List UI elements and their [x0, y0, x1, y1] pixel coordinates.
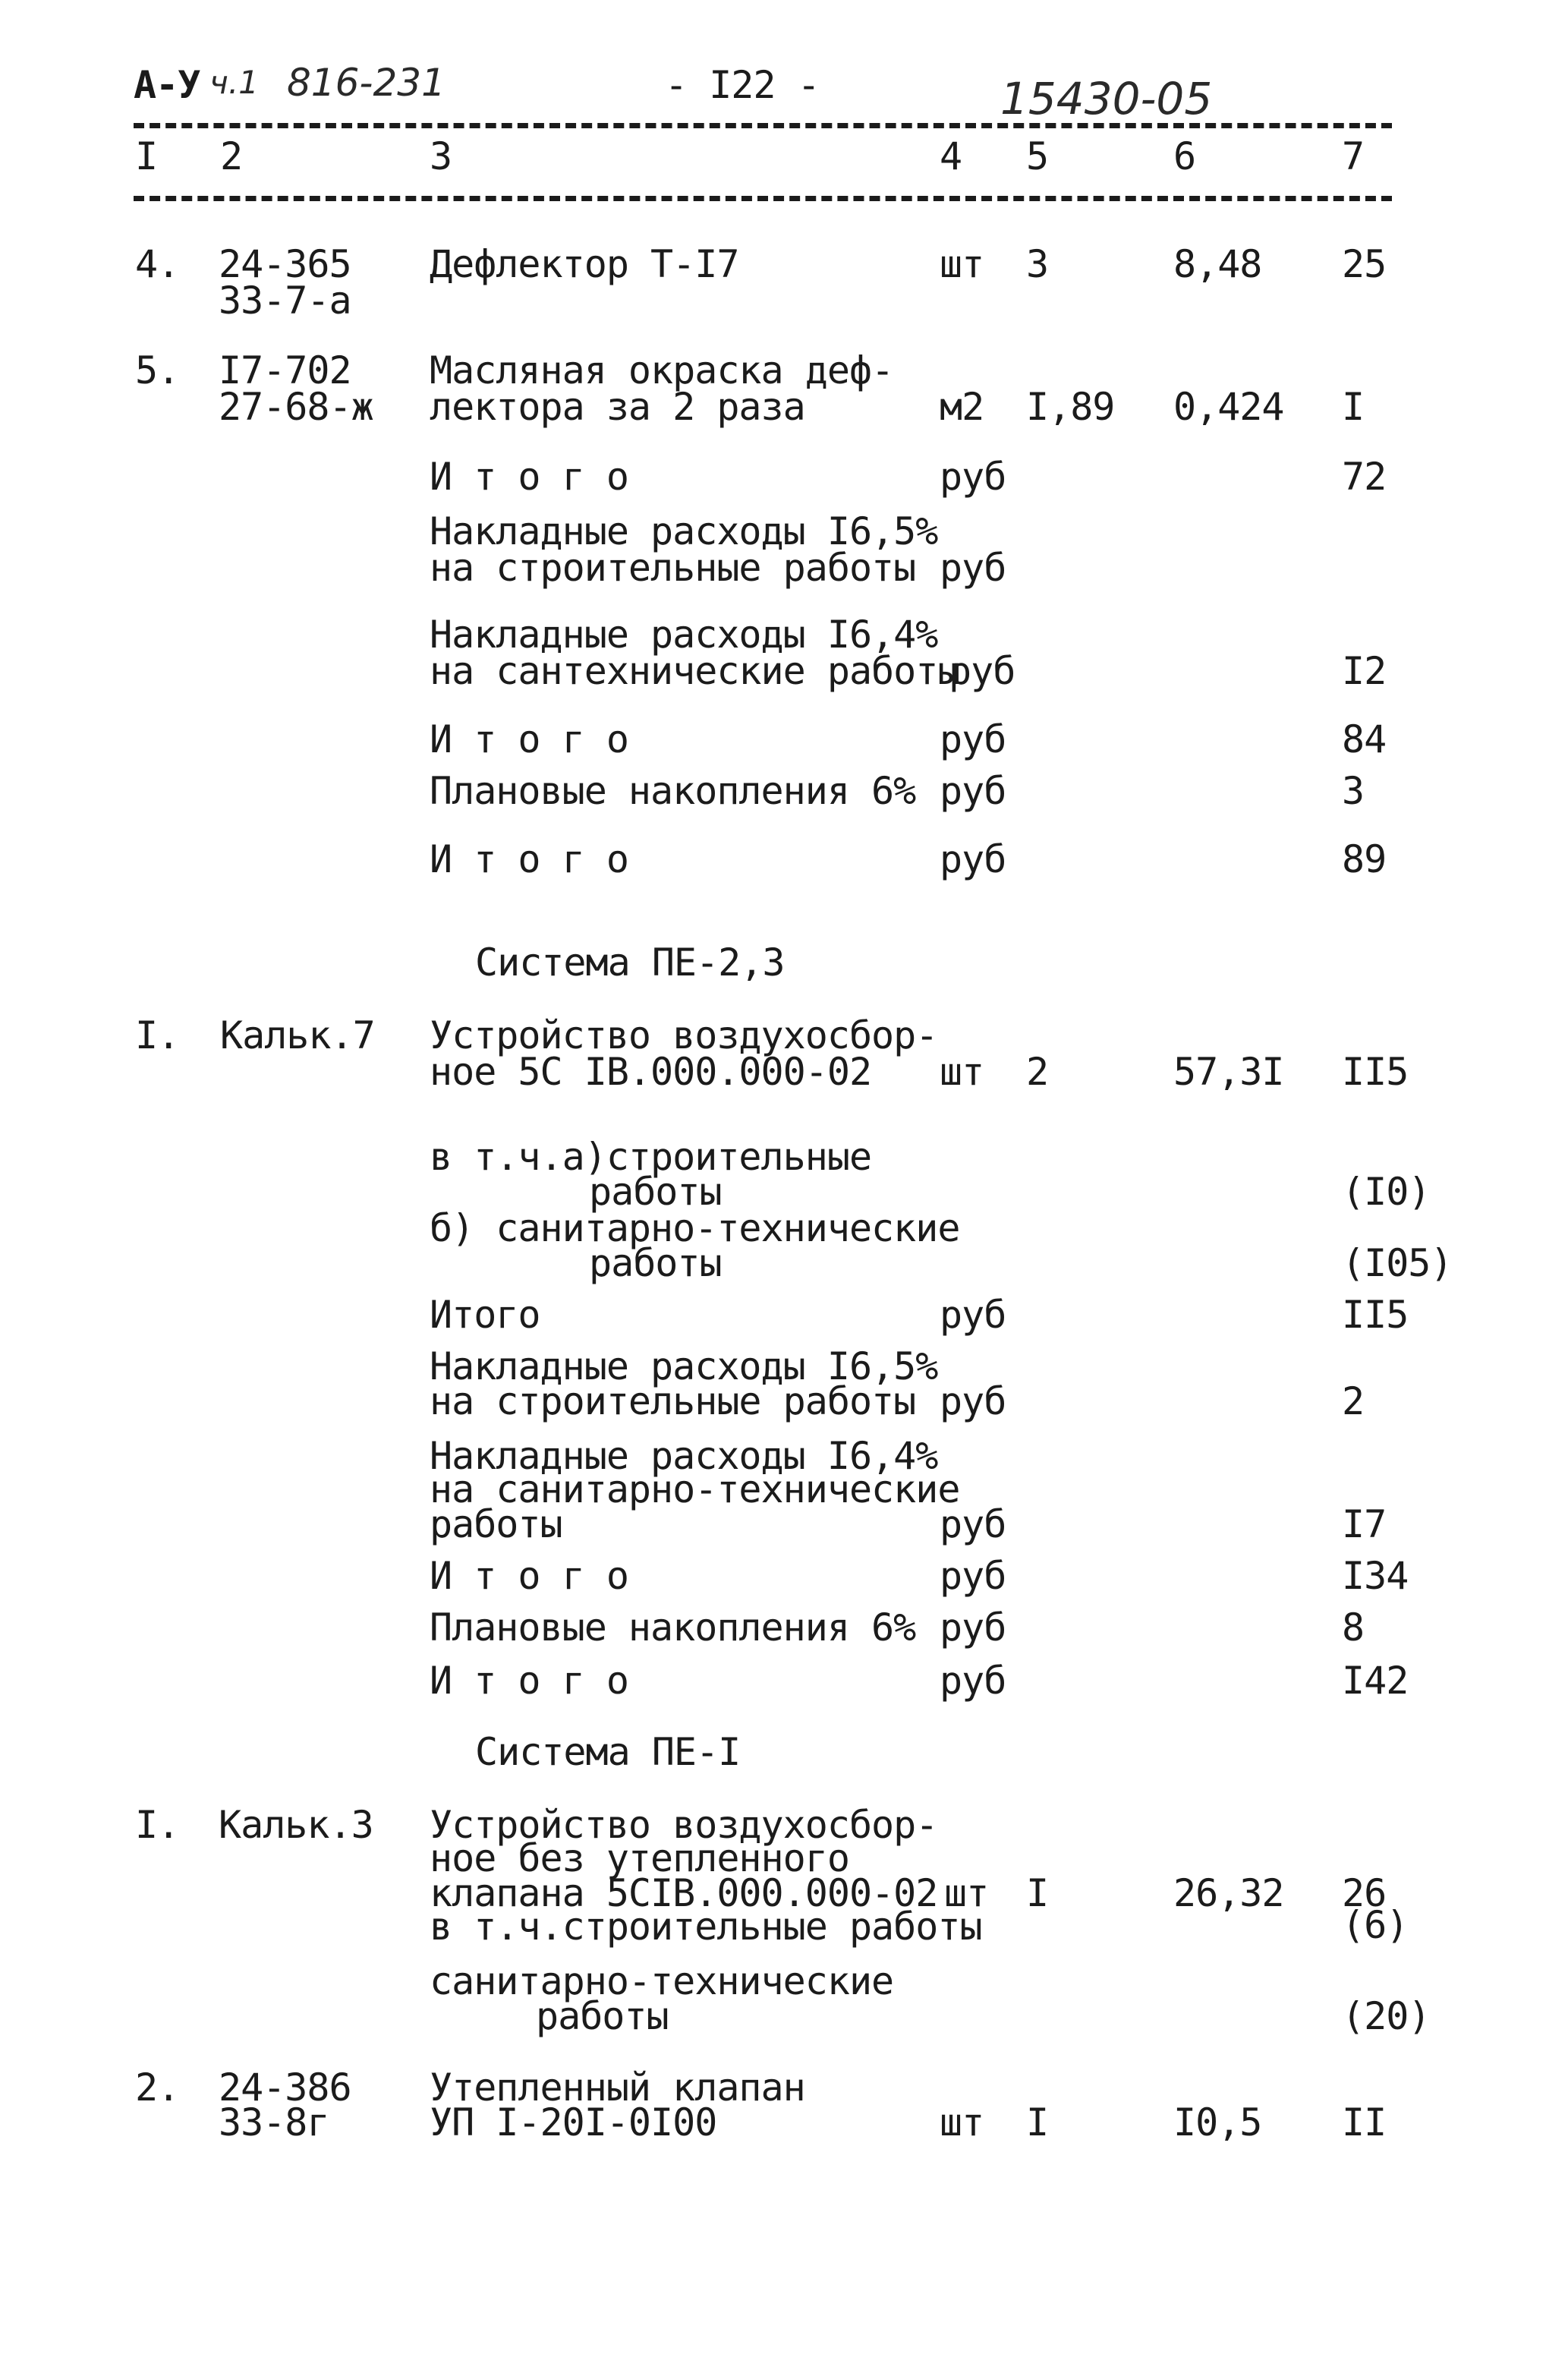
row-unit: руб: [940, 717, 1006, 761]
row-unit: шт: [944, 1871, 989, 1915]
row-name: Накладные расходы I6,4%: [430, 1434, 938, 1478]
header-rule-top: [134, 123, 1392, 128]
row-code: 27-68-ж: [219, 385, 373, 429]
row-name: в т.ч.а)строительные: [430, 1135, 872, 1179]
row-name: Утепленный клапан: [430, 2066, 805, 2110]
row-total: 84: [1342, 717, 1387, 761]
row-qty: I: [1026, 2100, 1049, 2144]
row-total: II5: [1342, 1050, 1409, 1094]
row-name: Дефлектор Т-I7: [430, 242, 739, 286]
row-name: б) санитарно-технические: [430, 1206, 960, 1250]
row-total: (I05): [1342, 1241, 1453, 1285]
column-number: I: [135, 134, 158, 178]
row-name: Устройство воздухосбор-: [430, 1803, 938, 1847]
row-name: работы: [430, 1502, 562, 1546]
row-code: 24-386: [219, 2066, 351, 2110]
row-code: 33-7-а: [219, 279, 351, 323]
row-name: работы: [536, 1994, 669, 2038]
column-number: 2: [220, 134, 243, 178]
row-qty: I: [1026, 1871, 1049, 1915]
row-code: Кальк.3: [219, 1803, 373, 1847]
row-price: I0,5: [1173, 2100, 1262, 2144]
row-total: I34: [1342, 1554, 1409, 1598]
row-name: клапана 5СIВ.000.000-02: [430, 1871, 938, 1915]
row-unit: шт: [940, 1050, 984, 1094]
row-unit: руб: [940, 455, 1006, 499]
column-number: 4: [940, 134, 962, 178]
row-unit: руб: [940, 546, 1006, 590]
row-unit: м2: [940, 385, 984, 429]
row-name: И т о г о: [430, 1659, 628, 1703]
row-unit: руб: [940, 1554, 1006, 1598]
row-number: 5.: [135, 348, 180, 392]
row-name: Итого: [430, 1293, 540, 1337]
doc-code-number: 816-231: [287, 61, 446, 105]
row-name: Накладные расходы I6,5%: [430, 509, 938, 553]
row-name: Накладные расходы I6,4%: [430, 613, 938, 657]
column-number: 3: [430, 134, 452, 178]
row-total: II: [1342, 2100, 1387, 2144]
page-number: - I22 -: [665, 63, 820, 107]
row-name: на строительные работы: [430, 1379, 916, 1423]
row-unit: руб: [949, 649, 1015, 693]
row-unit: шт: [940, 242, 984, 286]
row-name: на строительные работы: [430, 546, 916, 590]
row-total: 3: [1342, 769, 1365, 813]
row-name: Устройство воздухосбор-: [430, 1013, 938, 1057]
row-total: II5: [1342, 1293, 1409, 1337]
row-name: работы: [589, 1170, 722, 1214]
row-qty: 2: [1026, 1050, 1049, 1094]
row-code: Кальк.7: [220, 1013, 375, 1057]
row-name: лектора за 2 раза: [430, 385, 805, 429]
row-total: 2: [1342, 1379, 1365, 1423]
column-number: 5: [1026, 134, 1049, 178]
row-total: I42: [1342, 1659, 1409, 1703]
row-name: ное без утепленного: [430, 1836, 849, 1880]
row-price: 57,3I: [1173, 1050, 1284, 1094]
row-total: (I0): [1342, 1170, 1431, 1214]
row-qty: I,89: [1026, 385, 1115, 429]
row-number: 4.: [135, 242, 180, 286]
row-number: I.: [135, 1803, 180, 1847]
row-total: I7: [1342, 1502, 1387, 1546]
section-title: Система ПЕ-2,3: [475, 941, 785, 985]
row-code: 24-365: [219, 242, 351, 286]
row-price: 8,48: [1173, 242, 1262, 286]
row-name: Плановые накопления 6%: [430, 1606, 916, 1650]
row-total: (20): [1342, 1994, 1431, 2038]
row-name: И т о г о: [430, 837, 628, 881]
row-name: И т о г о: [430, 717, 628, 761]
row-name: Плановые накопления 6%: [430, 769, 916, 813]
row-unit: шт: [940, 2100, 984, 2144]
row-total: 8: [1342, 1606, 1365, 1650]
row-total: 89: [1342, 837, 1387, 881]
row-name: на сантехнические работы: [430, 649, 960, 693]
row-total: I2: [1342, 649, 1387, 693]
row-qty: 3: [1026, 242, 1049, 286]
row-name: на санитарно-технические: [430, 1467, 960, 1511]
row-price: 26,32: [1173, 1871, 1284, 1915]
handwritten-number: 15430-05: [1000, 73, 1213, 124]
row-name: ное 5С IВ.000.000-02: [430, 1050, 872, 1094]
row-unit: руб: [940, 1606, 1006, 1650]
doc-code-prefix: А-У: [134, 63, 200, 107]
row-code: I7-702: [219, 348, 351, 392]
row-code: 33-8г: [219, 2100, 329, 2144]
row-number: I.: [135, 1013, 180, 1057]
row-unit: руб: [940, 1659, 1006, 1703]
row-total: 72: [1342, 455, 1387, 499]
row-price: 0,424: [1173, 385, 1284, 429]
row-name: Масляная окраска деф-: [430, 348, 894, 392]
row-name: И т о г о: [430, 1554, 628, 1598]
row-name: в т.ч.строительные работы: [430, 1905, 982, 1949]
row-unit: руб: [940, 1502, 1006, 1546]
header-rule-bottom: [134, 196, 1392, 201]
row-name: Накладные расходы I6,5%: [430, 1344, 938, 1388]
column-number: 7: [1342, 134, 1365, 178]
row-name: санитарно-технические: [430, 1959, 894, 2003]
row-unit: руб: [940, 769, 1006, 813]
row-name: УП I-20I-0I00: [430, 2100, 717, 2144]
row-total: 25: [1342, 242, 1387, 286]
row-total: I: [1342, 385, 1365, 429]
row-unit: руб: [940, 1379, 1006, 1423]
row-unit: руб: [940, 1293, 1006, 1337]
row-unit: руб: [940, 837, 1006, 881]
row-total: 26: [1342, 1871, 1387, 1915]
section-title: Система ПЕ-I: [475, 1730, 741, 1774]
row-name: И т о г о: [430, 455, 628, 499]
column-number: 6: [1173, 134, 1196, 178]
row-total: (6): [1342, 1903, 1409, 1947]
doc-code-part: ч.1: [209, 64, 259, 101]
row-name: работы: [589, 1241, 722, 1285]
row-number: 2.: [135, 2066, 180, 2110]
